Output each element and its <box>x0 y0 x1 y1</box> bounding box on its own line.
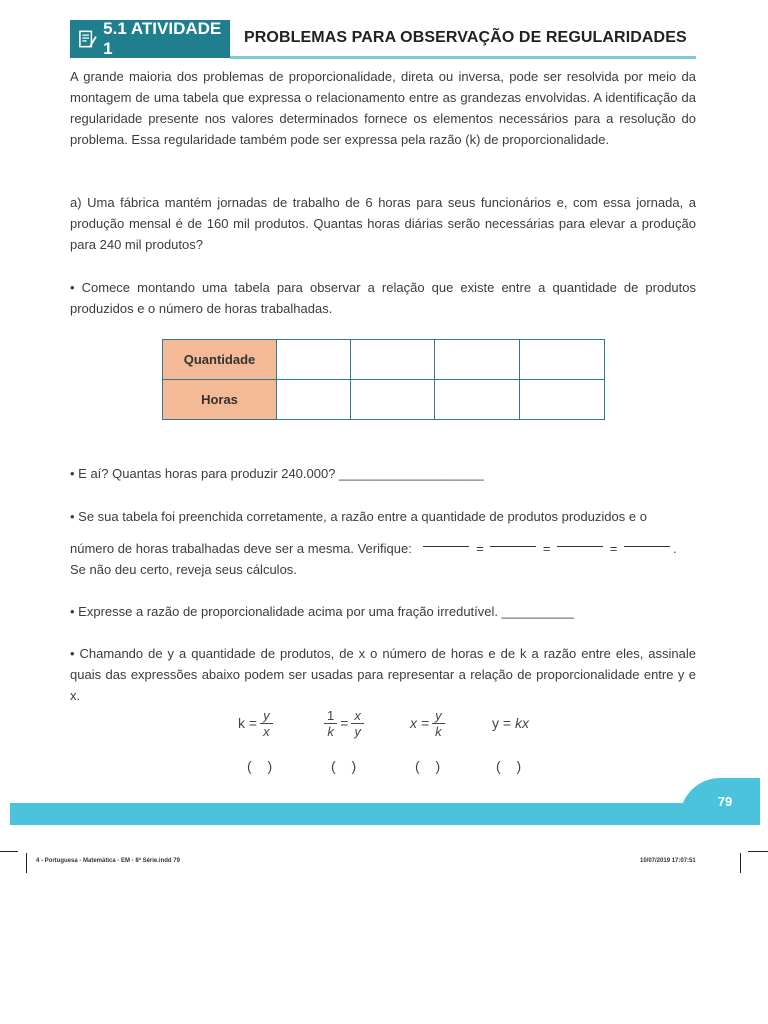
fraction-numerator: x <box>351 709 364 724</box>
expr-rhs: kx <box>514 715 529 731</box>
fraction-denominator: x <box>263 723 270 739</box>
crop-mark <box>0 851 18 852</box>
equals-sign: = <box>542 541 551 556</box>
fraction-numerator: y <box>432 709 445 724</box>
equals-sign: = <box>340 715 349 731</box>
title-underline <box>230 56 696 59</box>
table-cell[interactable] <box>520 340 605 380</box>
bullet-expressions: • Chamando de y a quantidade de produtos, de x o número de horas e de k a razão entre eles, assinale quais das expressões abaixo podem ser usadas para representar a relação de proporcionalidade entre y e x. <box>70 646 696 703</box>
bullet-ratio-line-2 <box>70 538 696 559</box>
table-row <box>163 380 605 420</box>
fraction <box>351 709 364 738</box>
checkbox-expression-3[interactable]: ( ) <box>415 758 447 774</box>
activity-badge <box>70 20 230 58</box>
bullet-ratio-line-1: • Se sua tabela foi preenchida corretamente, a razão entre a quantidade de produtos produzidos e o <box>70 509 647 524</box>
row-label-horas: Horas <box>163 380 277 420</box>
activity-badge-label: 5.1 ATIVIDADE 1 <box>103 19 222 58</box>
checkbox-expression-1[interactable]: ( ) <box>247 758 279 774</box>
table-cell[interactable] <box>351 380 435 420</box>
table-cell[interactable] <box>277 380 351 420</box>
question-a: a) Uma fábrica mantém jornadas de trabalho de 6 horas para seus funcionários e, com essa jornada, a produção mensal é de 160 mil produtos. Quantas horas diárias serão necessárias para elevar a produção para 240 mil produtos? <box>70 195 696 252</box>
ratio-verify-text: número de horas trabalhadas deve ser a mesma. Verifique: <box>70 541 412 556</box>
table-cell[interactable] <box>435 340 520 380</box>
document-pencil-icon <box>78 28 97 50</box>
fraction <box>260 709 273 738</box>
fraction-numerator: 1 <box>324 709 337 724</box>
crop-mark <box>748 851 768 852</box>
bullet-ratio-line-3: Se não deu certo, reveja seus cálculos. <box>70 562 297 577</box>
proportion-table <box>162 339 605 420</box>
expression-1-over-k-equals-x-over-y <box>321 706 367 740</box>
bullet-build-table: • Comece montando uma tabela para observar a relação que existe entre a quantidade de produtos produzidos e o número de horas trabalhadas. <box>70 280 696 316</box>
fraction-denominator: k <box>435 723 442 739</box>
fraction-denominator: y <box>354 723 361 739</box>
checkbox-expression-2[interactable]: ( ) <box>331 758 363 774</box>
ratio-blank[interactable] <box>624 546 670 547</box>
ratio-blank[interactable] <box>557 546 603 547</box>
fraction-numerator: y <box>260 709 273 724</box>
crop-mark <box>26 853 27 873</box>
expression-k-equals-y-over-x <box>238 706 276 740</box>
crop-mark <box>740 853 741 873</box>
table-cell[interactable] <box>520 380 605 420</box>
fraction-denominator: k <box>327 723 334 739</box>
expression-y-equals-kx <box>492 706 529 740</box>
ratio-blank[interactable] <box>423 546 469 547</box>
intro-paragraph: A grande maioria dos problemas de proporcionalidade, direta ou inversa, pode ser resolvida por meio da montagem de uma tabela que expressa o relacionamento entre as grandezas envolvidas. A identificação da regularidade presente nos valores determinados fornece os elementos necessários para a resolução do problema. Essa regularidade também pode ser expressa pela razão (k) de proporcionalidade. <box>70 69 696 147</box>
fraction <box>432 709 445 738</box>
table-cell[interactable] <box>435 380 520 420</box>
table-cell[interactable] <box>351 340 435 380</box>
expr-lhs: y = <box>492 715 512 731</box>
expr-lhs: x = <box>410 715 430 731</box>
bullet-irreducible-fraction: • Expresse a razão de proporcionalidade acima por uma fração irredutível. __________ <box>70 604 574 619</box>
equals-sign: = <box>476 541 484 556</box>
table-row <box>163 340 605 380</box>
fraction <box>324 709 337 738</box>
page-title: PROBLEMAS PARA OBSERVAÇÃO DE REGULARIDADES <box>244 29 687 46</box>
file-info: 4 - Portuguesa - Matemática - EM - 8ª Série.indd 79 <box>36 858 180 864</box>
equals-sign: = <box>609 541 618 556</box>
checkbox-expression-4[interactable]: ( ) <box>496 758 528 774</box>
period: . <box>672 541 677 556</box>
footer-bar <box>10 803 760 825</box>
row-label-quantidade: Quantidade <box>163 340 277 380</box>
page-number: 79 <box>680 778 760 825</box>
expression-x-equals-y-over-k <box>410 706 448 740</box>
table-cell[interactable] <box>277 340 351 380</box>
ratio-blank[interactable] <box>490 546 536 547</box>
bullet-hours-question: • E aí? Quantas horas para produzir 240.000? ____________________ <box>70 466 484 481</box>
print-date: 10/07/2019 17:07:51 <box>640 858 696 864</box>
expr-lhs: k = <box>238 715 258 731</box>
